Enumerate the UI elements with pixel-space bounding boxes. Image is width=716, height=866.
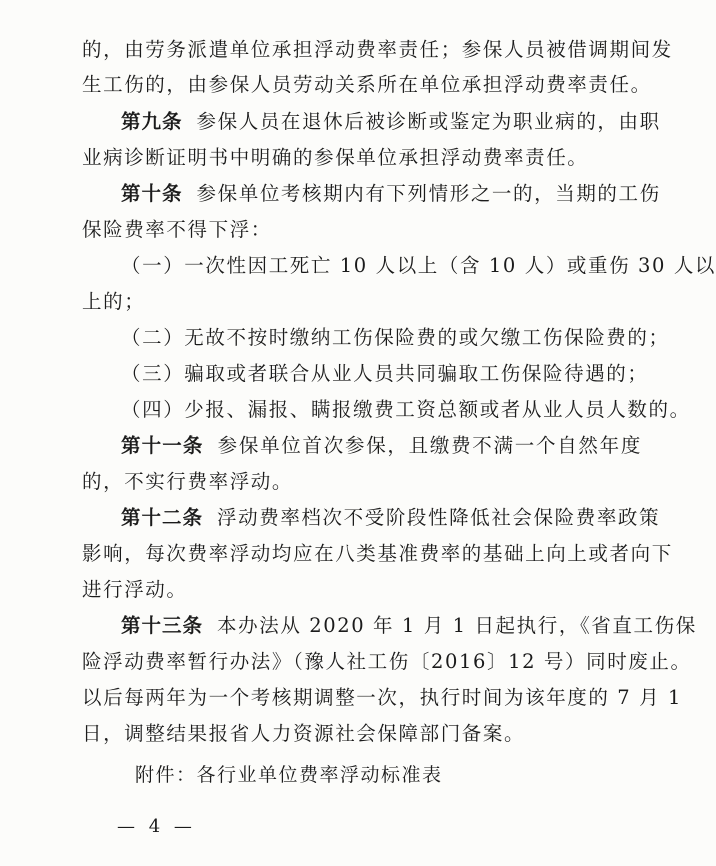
- item-1-line-1: （一）一次性因工死亡 10 人以上（含 10 人）或重伤 30 人以: [121, 254, 716, 277]
- article-13-line-4: 日，调整结果报省人力资源社会保障部门备案。: [82, 722, 526, 745]
- article-10-line-2: 保险费率不得下浮：: [82, 218, 272, 241]
- article-12-text: 浮动费率档次不受阶段性降低社会保险费率政策: [217, 506, 661, 529]
- article-12-heading: 第十二条: [121, 506, 204, 529]
- article-10-heading: 第十条: [121, 182, 183, 205]
- article-13-line-2: 险浮动费率暂行办法》（豫人社工伤〔2016〕12 号）同时废止。: [82, 650, 692, 673]
- article-9-heading: 第九条: [121, 110, 183, 133]
- article-9-line-2: 业病诊断证明书中明确的参保单位承担浮动费率责任。: [82, 146, 589, 169]
- article-10-line-1: [121, 177, 661, 211]
- paragraph-continuation-line-2: 生工伤的，由参保人员劳动关系所在单位承担浮动费率责任。: [82, 73, 652, 96]
- paragraph-continuation-line-1: 的，由劳务派遣单位承担浮动费率责任；参保人员被借调期间发: [82, 38, 673, 61]
- article-13-text: 本办法从 2020 年 1 月 1 日起执行，《省直工伤保: [217, 614, 697, 637]
- article-9-line-1: [121, 105, 661, 139]
- article-12-line-2: 影响，每次费率浮动均应在八类基准费率的基础上向上或者向下: [82, 542, 673, 565]
- article-11-line-2: 的，不实行费率浮动。: [82, 470, 294, 493]
- article-13-heading: 第十三条: [121, 614, 204, 637]
- item-2: （二）无故不按时缴纳工伤保险费的或欠缴工伤保险费的；: [121, 326, 670, 349]
- article-11-text: 参保单位首次参保，且缴费不满一个自然年度: [217, 434, 642, 457]
- article-9-text: 参保人员在退休后被诊断或鉴定为职业病的，由职: [196, 110, 661, 133]
- article-11-heading: 第十一条: [121, 434, 204, 457]
- item-4: （四）少报、漏报、瞒报缴费工资总额或者从业人员人数的。: [121, 398, 691, 421]
- article-13-line-3: 以后每两年为一个考核期调整一次，执行时间为该年度的 7 月 1: [82, 686, 683, 709]
- article-10-text: 参保单位考核期内有下列情形之一的，当期的工伤: [196, 182, 661, 205]
- item-1-line-2: 上的；: [82, 290, 146, 313]
- attachment-note: 附件：各行业单位费率浮动标准表: [135, 764, 443, 786]
- article-13-line-1: [121, 609, 697, 643]
- page-number: — 4 —: [117, 816, 196, 837]
- article-11-line-1: [121, 429, 642, 463]
- article-12-line-1: [121, 501, 661, 535]
- article-12-line-3: 进行浮动。: [82, 578, 188, 601]
- item-3: （三）骗取或者联合从业人员共同骗取工伤保险待遇的；: [121, 362, 649, 385]
